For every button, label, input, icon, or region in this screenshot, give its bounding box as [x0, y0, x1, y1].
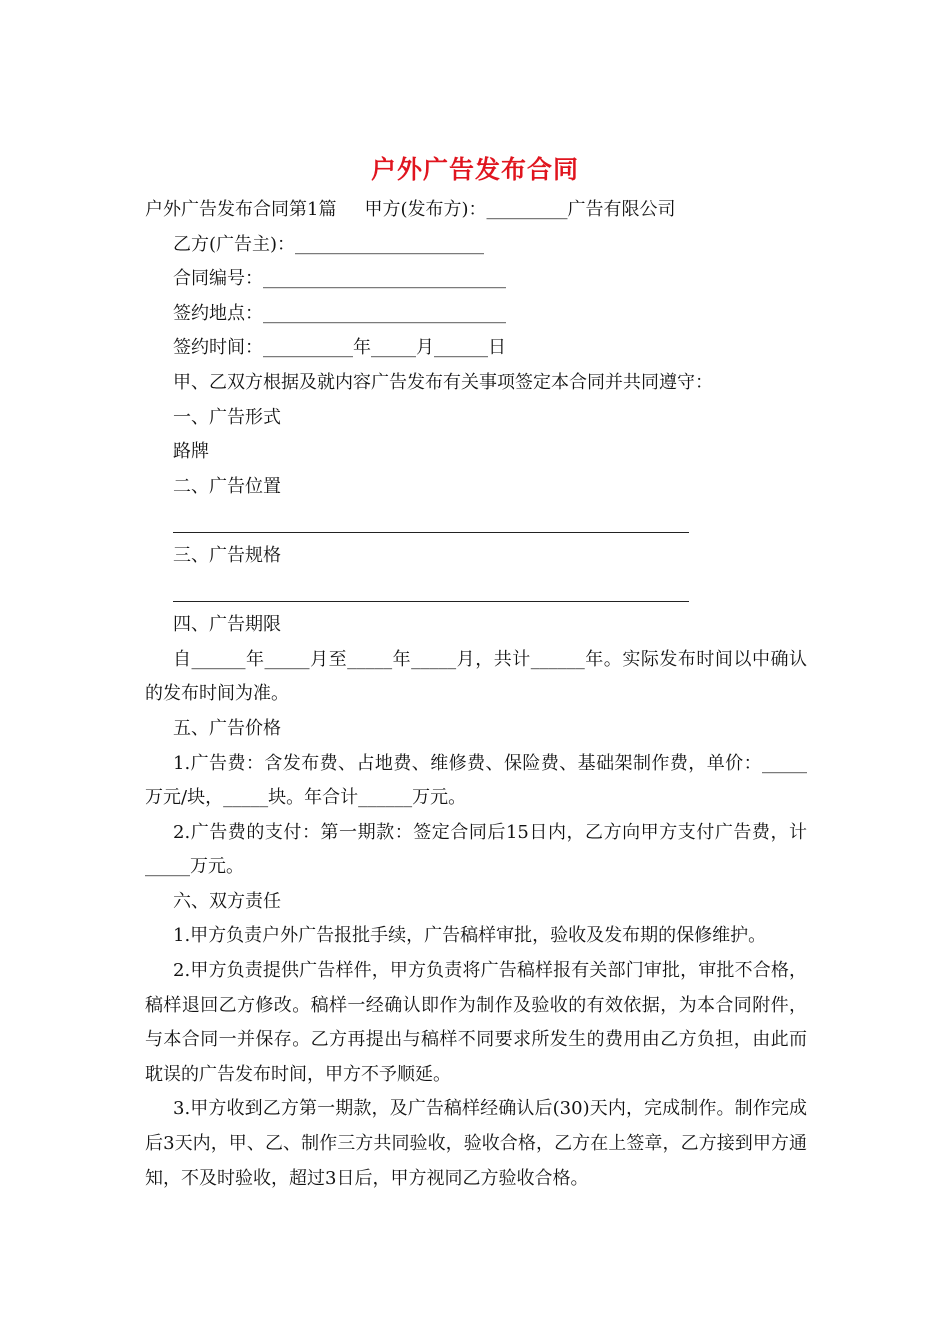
section-5-heading: 五、广告价格: [173, 717, 281, 739]
section-3-heading: 三、广告规格: [173, 544, 281, 566]
party-a-field: 甲方(发布方)：_________广告有限公司: [364, 199, 676, 220]
intro-line: [145, 193, 807, 228]
intro-lead: 户外广告发布合同第1篇: [145, 199, 337, 220]
section-5-item-2: 2.广告费的支付：第一期款：签定合同后15日内，乙方向甲方支付广告费，计_____万元。: [145, 821, 807, 878]
preamble: 甲、乙双方根据及就内容广告发布有关事项签定本合同并共同遵守：: [173, 371, 713, 393]
contract-number-field: 合同编号：___________________________: [173, 268, 506, 290]
section-6-item-3: 3.甲方收到乙方第一期款，及广告稿样经确认后(30)天内，完成制作。制作完成后3天内，甲、乙、制作三方共同验收，验收合格，乙方在上签章，乙方接到甲方通知，不及时验收，超过3日后，甲方视同乙方验收合格。: [145, 1098, 807, 1189]
signing-place-field: 签约地点：___________________________: [173, 302, 506, 324]
section-1-heading: 一、广告形式: [173, 406, 281, 428]
section-5-item-1: 1.广告费：含发布费、占地费、维修费、保险费、基础架制作费，单价：_____万元/块，_____块。年合计______万元。: [145, 752, 807, 809]
party-b-field: 乙方(广告主)：_____________________: [173, 233, 485, 255]
section-4-text: 自______年_____月至_____年_____月，共计______年。实际发布时间以中确认的发布时间为准。: [145, 648, 807, 705]
section-6-heading: 六、双方责任: [173, 890, 281, 912]
signing-date-field: 签约时间：__________年_____月______日: [173, 337, 506, 359]
blank-underline: [173, 504, 689, 539]
section-4-heading: 四、广告期限: [173, 614, 281, 636]
document-title: 户外广告发布合同: [370, 155, 579, 184]
blank-underline: [173, 574, 689, 609]
section-2-heading: 二、广告位置: [173, 475, 281, 497]
section-1-content: 路牌: [173, 441, 209, 463]
document-body: [145, 193, 807, 1196]
section-6-item-1: 1.甲方负责户外广告报批手续，广告稿样审批，验收及发布期的保修维护。: [173, 925, 767, 947]
section-6-item-2: 2.甲方负责提供广告样件，甲方负责将广告稿样报有关部门审批，审批不合格，稿样退回乙方修改。稿样一经确认即作为制作及验收的有效依据，为本合同附件，与本合同一并保存。乙方再提出与稿样不同要求所发生的费用由乙方负担，由此而耽误的广告发布时间，甲方不予顺延。: [145, 960, 807, 1085]
